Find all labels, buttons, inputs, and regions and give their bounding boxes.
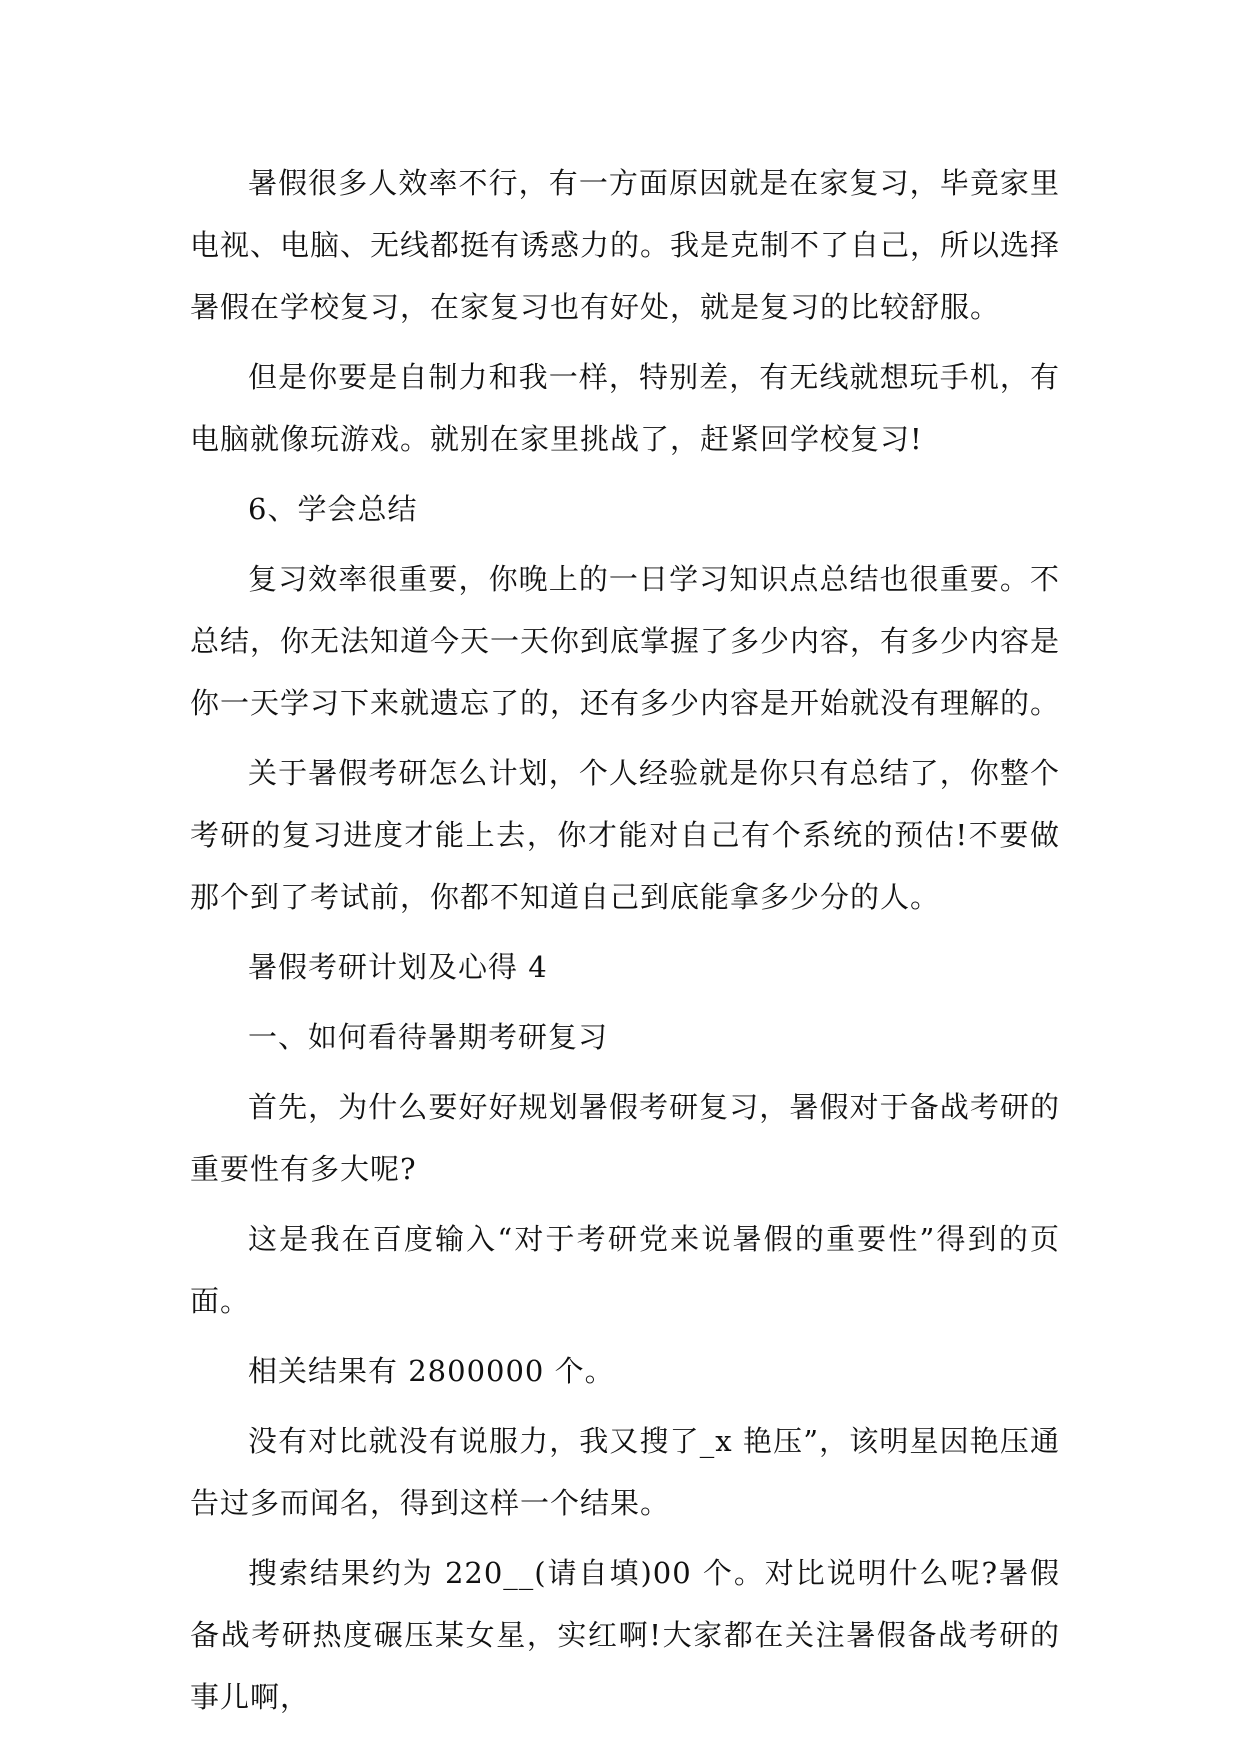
section-heading-summer-review: 一、如何看待暑期考研复习 [248, 1020, 609, 1054]
paragraph-review-efficiency: 复习效率很重要，你晚上的一日学习知识点总结也很重要。不总结，你无法知道今天一天你到底掌握了多少内容，有多少内容是你一天学习下来就遗忘了的，还有多少内容是开始就没有理解的。 [190, 562, 1061, 720]
paragraph-baidu-search: 这是我在百度输入“对于考研党来说暑假的重要性”得到的页面。 [190, 1222, 1060, 1318]
article-title-plan-4: 暑假考研计划及心得 4 [248, 950, 548, 984]
section-heading-summarize: 6、学会总结 [248, 492, 418, 526]
paragraph-comparison: 没有对比就没有说服力，我又搜了_x 艳压”，该明星因艳压通告过多而闻名，得到这样一个结果。 [190, 1424, 1060, 1520]
paragraph-importance-question: 首先，为什么要好好规划暑假考研复习，暑假对于备战考研的重要性有多大呢? [190, 1090, 1060, 1186]
paragraph-self-control: 但是你要是自制力和我一样，特别差，有无线就想玩手机，有电脑就像玩游戏。就别在家里挑战了，赶紧回学校复习! [190, 360, 1060, 456]
document-body [190, 152, 1060, 1728]
paragraph-result-count: 相关结果有 2800000 个。 [248, 1354, 615, 1388]
paragraph-study-at-home: 暑假很多人效率不行，有一方面原因就是在家复习，毕竟家里电视、电脑、无线都挺有诱惑力的。我是克制不了自己，所以选择暑假在学校复习，在家复习也有好处，就是复习的比较舒服。 [190, 166, 1061, 324]
paragraph-personal-experience: 关于暑假考研怎么计划，个人经验就是你只有总结了，你整个考研的复习进度才能上去，你才能对自己有个系统的预估!不要做那个到了考试前，你都不知道自己到底能拿多少分的人。 [190, 756, 1060, 914]
paragraph-comparison-result: 搜索结果约为 220__(请自填)00 个。对比说明什么呢?暑假备战考研热度碾压某女星，实红啊!大家都在关注暑假备战考研的事儿啊， [190, 1556, 1060, 1714]
